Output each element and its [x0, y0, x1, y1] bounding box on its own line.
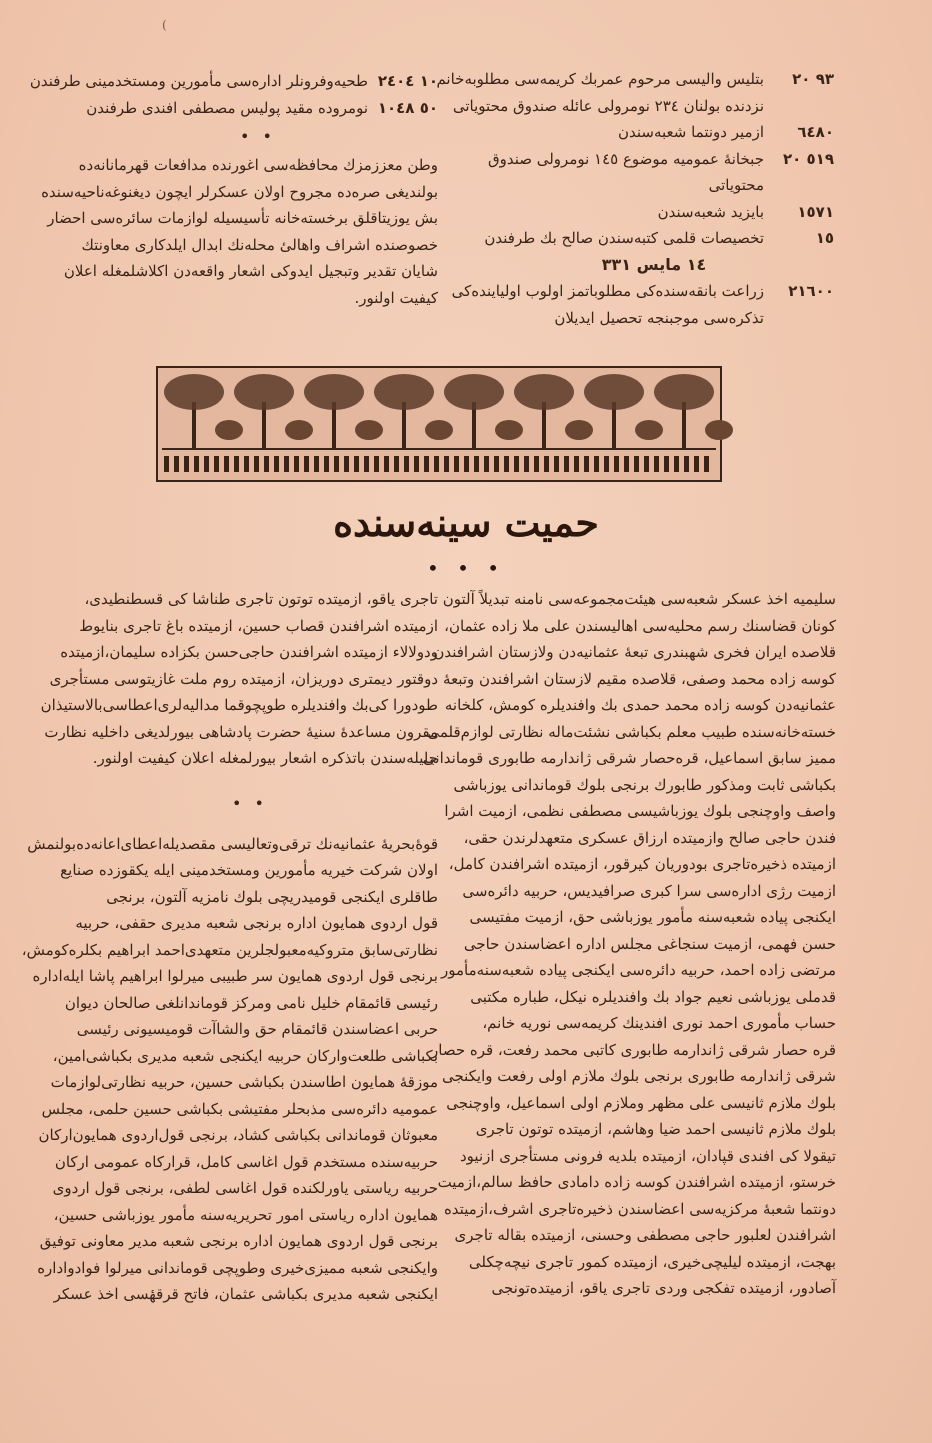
donation-list-right — [436, 66, 834, 331]
paragraph-line: خرستو، ازمیتده اشرافندن کوسه زاده دامادی حافظ سالم،ازمیت — [437, 1173, 836, 1191]
donation-amount: ٢١٦٠٠ — [788, 282, 834, 300]
paragraph-line: آصادور، ازمیتده تفکجی وردی تاجری یاقو، ازمیتده‌تونجی — [491, 1279, 836, 1297]
donation-description: زراعت بانقه‌سنده‌کی مطلوباتمز اولوب اولیاینده‌کی — [451, 282, 764, 300]
paragraph-line: رئیسی قائمقام خلیل نامی ومرکز قوماندانلغی صالحان دیوان — [64, 993, 438, 1012]
donation-amount: ٦٤٨٠ — [797, 123, 834, 141]
donation-amount: ١٥٧١ — [797, 202, 834, 221]
donation-description: تذکره‌سی موجبنجه تحصیل ایدیلان — [554, 308, 764, 327]
paragraph-line: بکباشی طلعت‌وارکان حربیه ایکنجی شعبه مدیری بکباشی‌امین، — [52, 1046, 438, 1065]
donation-amount: ٩٣ ٢٠ — [792, 70, 834, 88]
paragraph-line: وطن معززمزك محافظه‌سی اغورنده مدافعات قهرمانانه‌ده — [78, 156, 438, 174]
paragraph-line: ازمیت رژی اداره‌سی سرا کبری صرافیدیس، حربیه دائره‌سی — [462, 881, 836, 900]
paragraph-line: همایون اداره ریاستی امور تحریریه‌سنه مأمور یوزباشی حسین، — [53, 1205, 438, 1224]
paragraph-line: کیفیت اولنور. — [354, 288, 438, 307]
paragraph-line: اولان شرکت خیریه مأمورین ومستخدمینی ایله یکقوزده صنایع — [60, 861, 438, 879]
donation-entry — [78, 95, 438, 122]
donation-description: بایزید شعبه‌سندن — [657, 202, 764, 221]
donation-entry — [452, 93, 834, 120]
paragraph-line: معبوثان قوماندانی بکباشی کشاد، برنجی قول‌اردوی همایون‌ارکان — [38, 1126, 438, 1144]
paragraph-line: تاجری یاقو، ازمیتده توتون تاجری طناشا کی قسطنطیدی، — [84, 590, 438, 608]
donation-description: طحیه‌وفرونلر اداره‌سی مأمورین ومستخدمینی طرفندن — [29, 72, 368, 90]
paragraph-line: کوسه زاده محمد وصفی، قلاصده مقیم لازستان اشرافندن وتبعهٔ — [443, 669, 836, 688]
paragraph-line: بلوك ملازم ثانیسی احمد ضیا وهاشم، ازمیتده توتون تاجری — [475, 1120, 836, 1138]
date-line: ١٤ مایس ٣٣١ — [601, 254, 707, 274]
donation-entry — [474, 119, 834, 146]
separator-dots: • • — [240, 127, 276, 146]
paragraph-line: اشرافندن لعلبور حاجی مصطفی وحسنی، ازمیتده بقاله تاجری — [454, 1226, 836, 1244]
paragraph-line: حساب مأموری احمد نوری افندینك کریمه‌سی نوریه خانم، — [482, 1014, 836, 1032]
paragraph-line: قوهٔ‌بحریهٔ عثمانیه‌نك ترقی‌وتعالیسی مقصدیله‌اعطای‌اعانه‌ده‌بولنمش — [27, 834, 438, 853]
paragraph-line: بکباشی ثابت ومذکور طابورك برنجی بلوك قوماندانی یوزباشی — [453, 775, 836, 794]
paragraph-line: قره حصار شرقی ژاندارمه طابوری کاتبی محمد رفعت، قره حصار — [431, 1040, 836, 1059]
paragraph-line: برنجی قول اردوی همایون اداره برنجی شعبه مدیر معاونی توفیق — [39, 1232, 438, 1250]
paragraph-line: بش یوزیتاقلق برخسته‌خانه تأسیسیله لوازمات سائره‌سی احضار — [47, 209, 438, 227]
paragraph-line: مقرون مساعدهٔ سنیهٔ حضرت پادشاهی بیورلدیغی داخلیه نظارت — [44, 722, 438, 741]
donation-description: جبخانهٔ عمومیه موضوع ١٤٥ نومرولی صندوق — [487, 149, 764, 168]
paragraph-line: خسته‌خانه‌سنده طبیب معلم بکباشی نشئت‌ماله نظارتی لوازم‌قلمی — [427, 722, 836, 741]
donation-description: محتویاتی — [708, 176, 764, 194]
paragraph-line: دوقتور دیمتری دوریزان، ازمیتده روم ملت غازیتوسی مستأجری — [49, 669, 438, 688]
donation-amount: ٥٠ ١٠٤٨ — [377, 98, 438, 117]
paragraph-line: حسن فهمی، ازمیت سنجاغی مجلس اداره اعضاسندن حاجی — [463, 934, 836, 953]
paragraph-line: عمومیه دائره‌سی مذبحلر مفتیشی بکباشی حسین حلمی، مجلس — [41, 1099, 438, 1118]
page-mark: ( — [162, 18, 167, 32]
paragraph-line: دونتما شعبهٔ مرکزیه‌سی اعضاسندن ذخیره‌تاجری اشرف،ازمیتده — [443, 1199, 836, 1218]
donation-entry — [451, 278, 834, 305]
donation-description: تخصیصات قلمی کتبه‌سندن صالح بك طرفندن — [484, 229, 764, 247]
donation-entry — [29, 68, 438, 95]
paragraph-line: قلاصده ایران فخری شهبندری تبعهٔ عثمانیه‌دن ولازستان اشرافندن — [433, 643, 836, 661]
donation-entry — [474, 199, 834, 226]
paragraph-line: وایکنجی شعبه ممیزی‌خیری وطوپچی قوماندانی میرلوا فوادواداره — [37, 1258, 438, 1277]
donation-entry — [474, 172, 834, 199]
paragraph-line: برنجی قول اردوی همایون سر طبیبی میرلوا ابراهیم پاشا ایله‌اداره — [32, 967, 438, 985]
paragraph-line: موزقهٔ همایون اطاسندن بکباشی حسین، حربیه نظارتی‌لوازمات — [50, 1073, 438, 1091]
paragraph-line: جلیله‌سندن باتذکره اشعار بیورلمغله اعلان کیفیت اولنور. — [92, 749, 438, 767]
donation-amount: ٥١٩ ٢٠ — [782, 149, 834, 168]
trees-ornament-icon — [158, 368, 720, 480]
paragraph-line: حربی اعضاسندن قائمقام حق والشاآت قومیسیونی رئیسی — [76, 1020, 438, 1038]
paragraph-line: بهجت، ازمیتده لیلیچی‌خیری، ازمیتده کمور تاجری نیچه‌چکلی — [468, 1252, 836, 1271]
paragraph-line: بولندیغی صره‌ده مجروح اولان عسکرلر ایچون دیغنوغه‌ناحیه‌سنده — [41, 182, 438, 201]
donation-entry — [474, 225, 834, 252]
title-ornament-dots: • • • — [426, 556, 506, 580]
paragraph-line: قدملی یوزباشی نعیم جواد بك وافندیلره نیکل، طباره مکتبی — [470, 987, 836, 1006]
paragraph-line: ایکنجی پیاده شعبه‌سنه مأمور یوزباشی حق، ازمیت مفتیسی — [469, 908, 836, 926]
paragraph-line: فندن حاجی صالح وازمیتده ارزاق عسکری متعهدلرندن حقی، — [463, 828, 836, 847]
paragraph-line: ازمیتده ذخیره‌تاجری بودوریان کیرقور، ازمیتده اشرافندن کامل، — [448, 855, 836, 873]
paragraph-line: مرتضی زاده احمد، حربیه دائره‌سی ایکنجی پیاده شعبه‌سنه‌مأمور — [441, 961, 836, 979]
paragraph-line: طودورا کی‌بك وافندیلره طوپچوقما مدالیه‌لری‌اعطاسی‌بالاستیذان — [40, 696, 438, 714]
paragraph-line: خصوصنده اشراف واهالیٔ محله‌نك ابدال ایلدکاری معاونتك — [81, 235, 438, 254]
paragraph-line: تیقولا کی افندی قپادان، ازمیتده بلدیه فرونی مستأجری ازنیود — [459, 1146, 836, 1165]
donation-amount: ١٠ ٢٤٠٤ — [377, 72, 438, 90]
paragraph-line: طاقلری ایکنجی قومیدریچی بلوك نامزیه آلتون، برنجی — [106, 887, 438, 906]
paragraph-line: قول اردوی همایون اداره برنجی شعبه مدیری حقفی، حربیه — [75, 914, 438, 932]
paragraph-line: شایان تقدیر وتبجیل ایدوکی اشعار واقعه‌دن اکلاشلمغله اعلان — [63, 262, 438, 280]
donation-description: بتلیس والیسی مرحوم عمربك كریمه‌سی مطلوبه‌خانم — [436, 70, 764, 88]
paragraph-line: کونان قضاسنك رسم محلیه‌سی اهالیسندن علی ملا زاده عثمان، — [444, 616, 836, 635]
paragraph-line: ازمیتده اشرافندن قصاب حسین، ازمیتده باغ تاجری بنایوط — [79, 616, 438, 635]
donation-description: نزدنده بولنان ٢٣٤ نومرولی عائله صندوق محتویاتی — [452, 96, 764, 115]
paragraph-line: واصف واوچنجی بلوك یوزباشیسی مصطفی نظمی، ازمیت اشرا — [444, 802, 836, 820]
paragraph-line: شرقی ژاندارمه طابوری برنجی بلوك ملازم اولی رفعت وایکنجی — [441, 1067, 836, 1085]
donation-entry — [474, 305, 834, 332]
decorative-banner-image — [156, 366, 722, 482]
bottom-left-column — [21, 586, 438, 1308]
donation-entry — [474, 146, 834, 173]
paragraph-line: عثمانیه‌دن کوسه زاده محمد حمدی بك وافندیلره کومش، کلخانه — [444, 696, 836, 714]
section-title: حمیت سینه‌سنده — [333, 500, 599, 545]
separator-dots: • • — [232, 793, 268, 813]
paragraph-line: بلوك ملازم ثانیسی علی مظهر وملازم اولی اسماعیل، واوچنجی — [446, 1093, 836, 1112]
paragraph-line: حربیه ریاستی یاورلکنده قول اغاسی لطفی، برنجی قول اردوی — [52, 1179, 438, 1197]
donation-description: ازمیر دونتما شعبه‌سندن — [617, 123, 764, 141]
donation-description: نومروده مقید پولیس مصطفی افندی طرفندن — [86, 98, 368, 117]
paragraph-line: ایکنجی شعبه مدیری بکباشی عثمان، فاتح قرقهٔسی اخذ عسکر — [53, 1285, 438, 1303]
paragraph-line: سلیمیه اخذ عسکر شعبه‌سی هیئت‌مجموعه‌سی نامنه تبدیلاً آلتون — [442, 590, 836, 608]
paragraph-line: ودولالاء ازمیتده اشرافندن حاجی‌حسن بکزاده سلیمان،ازمیتده — [60, 643, 438, 661]
top-left-column — [29, 68, 438, 311]
paragraph-line: نظارتی‌سابق متروکیه‌معبولجلرین متعهدی‌احمد ابراهیم بکلره‌کومش، — [21, 940, 438, 959]
paragraph-line: حربیه‌سنده مستخدم قول اغاسی کامل، قرارکاه عمومی ارکان — [54, 1152, 438, 1171]
donation-entry — [436, 66, 834, 93]
paragraph-line: ممیز سابق اسماعیل، قره‌حصار شرقی ژاندارمه طابوری قوماندانی — [422, 749, 836, 767]
donation-amount: ١٥ — [815, 229, 834, 247]
bottom-right-column — [422, 586, 836, 1302]
